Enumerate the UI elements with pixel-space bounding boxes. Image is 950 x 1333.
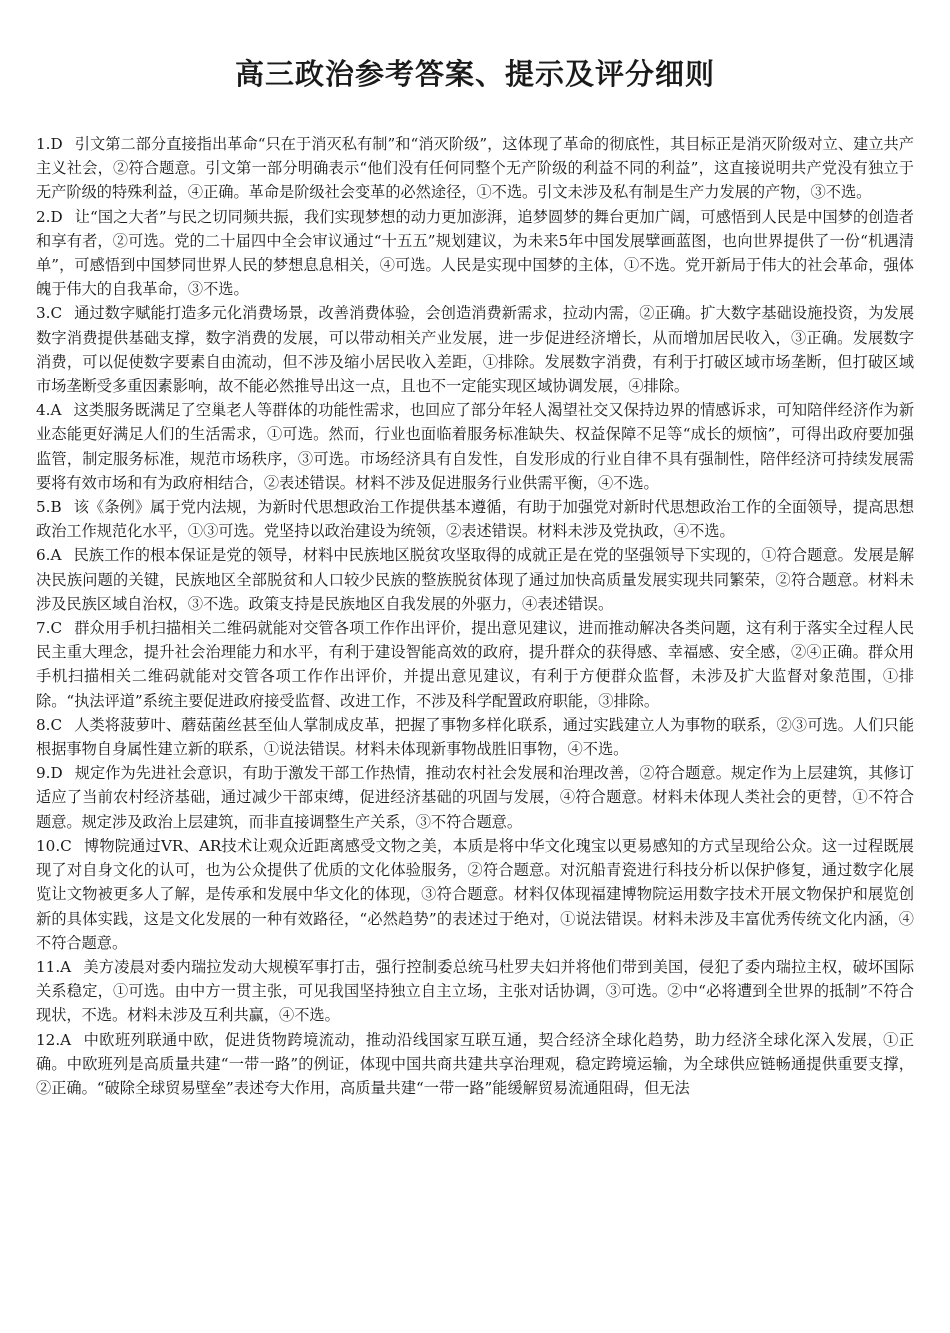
answer-number: 1.: [36, 135, 51, 153]
answer-item: [36, 543, 914, 616]
answer-number: 8.: [36, 715, 51, 734]
answer-item: [36, 1028, 914, 1101]
answer-explanation: 博物院通过VR、AR技术让观众近距离感受文物之美，本质是将中华文化瑰宝以更易感知的方式呈现给公众。这一过程既展现了对自身文化的认可，也为公众提供了优质的文化体验服务，②符合题意。对沉船青瓷进行科技分析以保护修复，通过数字化展览让文物被更多人了解，是传承和发展中华文化的体现，③符合题意。材料仅体现福建博物院运用数字技术开展文物保护和展览创新的具体实践，这是文化发展的一种有效路径，“必然趋势”的表述过于绝对，①说法错误。材料未涉及丰富优秀传统文化内涵，④不符合题意。: [36, 836, 914, 952]
answer-item: [36, 955, 914, 1028]
answer-number: 2.: [36, 207, 51, 226]
answer-item: [36, 495, 914, 543]
answer-letter: B: [50, 498, 62, 517]
answer-item: [36, 205, 914, 302]
answer-number: 11.: [36, 957, 61, 976]
answer-number: 10.: [36, 836, 61, 855]
answer-letter: D: [50, 135, 63, 153]
answer-explanation: 人类将菠萝叶、蘑菇菌丝甚至仙人掌制成皮革，把握了事物多样化联系，通过实践建立人为事物的联系，②③可选。人们只能根据事物自身属性建立新的联系，①说法错误。材料未体现新事物战胜旧事物，④不选。: [36, 715, 914, 759]
answer-item: [36, 132, 914, 205]
answer-number: 3.: [36, 304, 51, 323]
answer-explanation: 中欧班列联通中欧，促进货物跨境流动，推动沿线国家互联互通，契合经济全球化趋势，助力经济全球化深入发展，①正确。中欧班列是高质量共建“一带一路”的例证，体现中国共商共建共享治理观，稳定跨境运输，为全球供应链畅通提供重要支撑，②正确。“破除全球贸易壁垒”表述夸大作用，高质量共建“一带一路”能缓解贸易流通阻碍，但无法: [36, 1030, 914, 1097]
answer-explanation: 该《条例》属于党内法规，为新时代思想政治工作提供基本遵循，有助于加强党对新时代思想政治工作的全面领导，提高思想政治工作规范化水平，①③可选。党坚持以政治建设为统领，②表述错误。材料未涉及党执政，④不选。: [36, 498, 914, 541]
answer-letter: A: [50, 546, 62, 565]
answer-letter: C: [60, 836, 72, 855]
answer-explanation: 这类服务既满足了空巢老人等群体的功能性需求，也回应了部分年轻人渴望社交又保持边界的情感诉求，可知陪伴经济作为新业态能更好满足人们的生活需求，①可选。然而，行业也面临着服务标准缺失、权益保障不足等“成长的烦恼”，可得出政府要加强监管，制定服务标准，规范市场秩序，③可选。市场经济具有自发性，自发形成的行业自律不具有强制性，陪伴经济可持续发展需要将有效市场和有为政府相结合，②表述错误。材料不涉及促进服务行业供需平衡，④不选。: [36, 401, 914, 492]
answer-number: 6.: [36, 546, 51, 565]
answer-number: 5.: [36, 498, 51, 517]
answer-explanation: 规定作为先进社会意识，有助于激发干部工作热情，推动农村社会发展和治理改善，②符合题意。规定作为上层建筑，其修订适应了当前农村经济基础，通过减少干部束缚，促进经济基础的巩固与发展，④符合题意。材料未体现人类社会的更替，①不符合题意。规定涉及政治上层建筑，而非直接调整生产关系，③不符合题意。: [36, 764, 914, 831]
answer-explanation: 美方凌晨对委内瑞拉发动大规模军事打击，强行控制委总统马杜罗夫妇并将他们带到美国，侵犯了委内瑞拉主权，破坏国际关系稳定，①可选。由中方一贯主张，可见我国坚持独立自主立场，主张对话协调，③可选。②中“必将遭到全世界的抵制”不符合现状，不选。材料未涉及互利共赢，④不选。: [36, 957, 914, 1025]
answer-explanation: 民族工作的根本保证是党的领导，材料中民族地区脱贫攻坚取得的成就正是在党的坚强领导下实现的，①符合题意。发展是解决民族问题的关键，民族地区全部脱贫和人口较少民族的整族脱贫体现了通过加快高质量发展实现共同繁荣，②符合题意。材料未涉及民族区域自治权，③不选。政策支持是民族地区自我发展的外驱力，④表述错误。: [36, 546, 914, 613]
answer-letter: A: [50, 401, 62, 420]
answer-letter: C: [50, 619, 63, 638]
page-title: 高三政治参考答案、提示及评分细则: [234, 57, 715, 91]
answer-explanation: 群众用手机扫描相关二维码就能对交管各项工作作出评价，提出意见建议，进而推动解决各类问题，这有利于落实全过程人民民主重大理念，提升社会治理能力和水平，有利于建设智能高效的政府，提升群众的获得感、幸福感、安全感，②④正确。群众用手机扫描相关二维码就能对交管各项工作作出评价，并提出意见建议，有利于方便群众监督，未涉及扩大监督对象范围，①排除。“执法评道”系统主要促进政府接受监督、改进工作，不涉及科学配置政府职能，③排除。: [36, 619, 914, 710]
answer-item: [36, 616, 914, 713]
answer-item: [36, 834, 914, 955]
answer-explanation: 通过数字赋能打造多元化消费场景，改善消费体验，会创造消费新需求，拉动内需，②正确。扩大数字基础设施投资，为发展数字消费提供基础支撑，数字消费的发展，可以带动相关产业发展，进一步促进经济增长，从而增加居民收入，③正确。发展数字消费，可以促使数字要素自由流动，但不涉及缩小居民收入差距，①排除。发展数字消费，有利于打破区域市场垄断，但打破区域市场垄断受多重因素影响，故不能必然推导出这一点，且也不一定能实现区域协调发展，④排除。: [36, 304, 914, 396]
answer-letter: D: [50, 207, 63, 226]
answer-number: 12.: [36, 1030, 61, 1049]
answer-item: [36, 713, 914, 761]
answer-item: [36, 398, 914, 495]
answer-letter: C: [50, 304, 63, 323]
answer-item: [36, 301, 914, 398]
answer-number: 4.: [36, 401, 51, 420]
answer-explanation: 让“国之大者”与民之切同频共振，我们实现梦想的动力更加澎湃，追梦圆梦的舞台更加广阔，可感悟到人民是中国梦的创造者和享有者，②可选。党的二十届四中全会审议通过“十五五”规划建议，为未来5年中国发展擘画蓝图，也向世界提供了一份“机遇清单”，可感悟到中国梦同世界人民的梦想息息相关，④可选。人民是实现中国梦的主体，①不选。党开新局于伟大的社会革命，强体魄于伟大的自我革命，③不选。: [36, 207, 914, 299]
answer-number: 7.: [36, 619, 51, 638]
answer-explanation: 引文第二部分直接指出革命“只在于消灭私有制”和“消灭阶级”，这体现了革命的彻底性，其目标正是消灭阶级对立、建立共产主义社会，②符合题意。引文第一部分明确表示“他们没有任何同整个无产阶级的利益不同的利益”，这直接说明共产党没有独立于无产阶级的特殊利益，④正确。革命是阶级社会变革的必然途径，①不选。引文未涉及私有制是生产力发展的产物，③不选。: [36, 135, 914, 202]
answer-letter: A: [60, 957, 72, 976]
answer-letter: C: [50, 715, 63, 734]
answer-letter: D: [50, 764, 63, 783]
answer-item: [36, 761, 914, 834]
answer-letter: A: [60, 1030, 72, 1049]
answer-list: [36, 132, 914, 1100]
answer-number: 9.: [36, 764, 51, 783]
